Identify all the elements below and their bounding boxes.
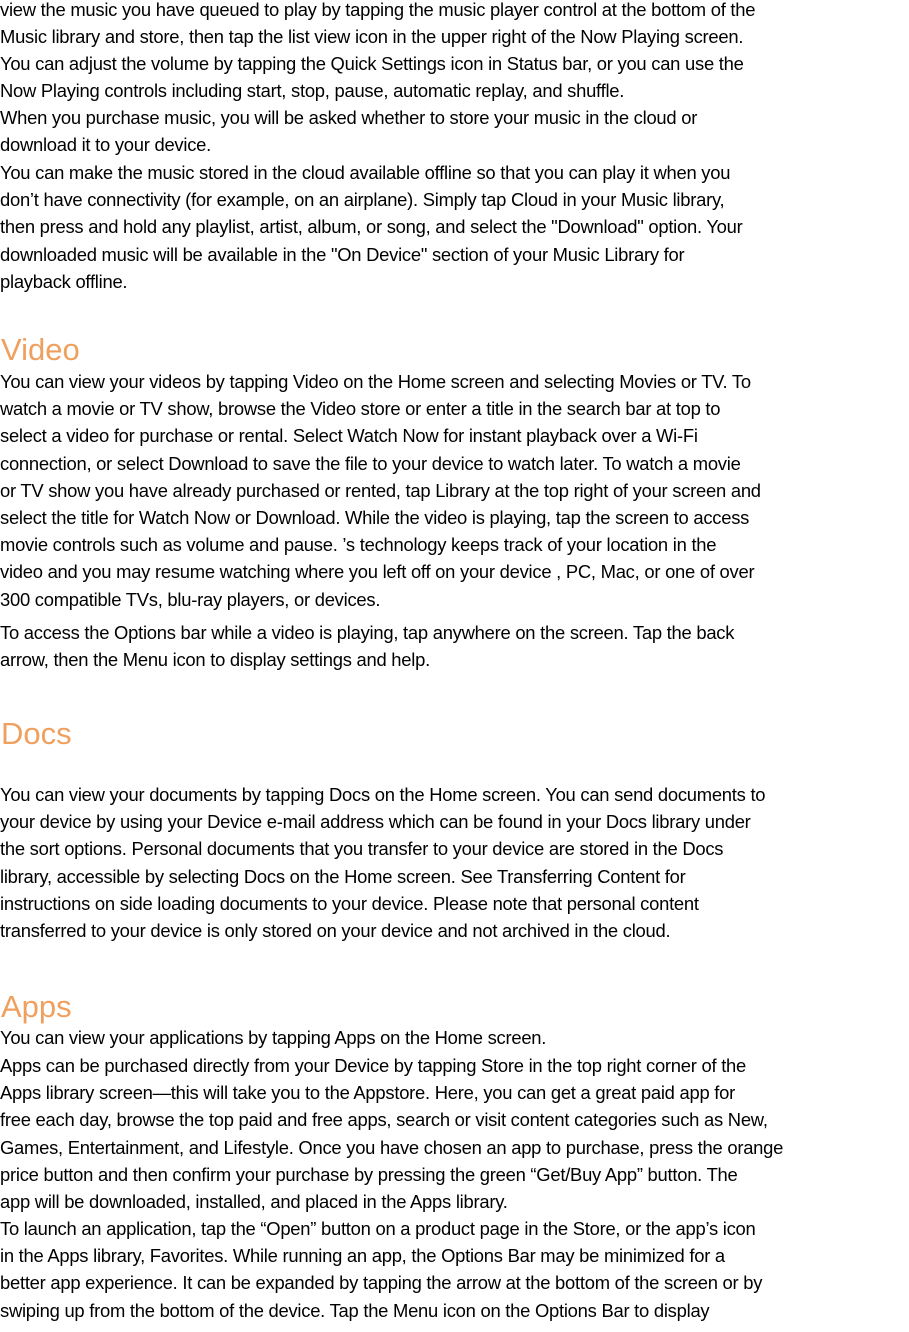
music-paragraph-queue: view the music you have queued to play by tapping the music player control at the bottom of the Music library and store, then tap the list view icon in the upper right of the Now Playing screen. [0,0,756,48]
video-paragraph-viewing: You can view your videos by tapping Video on the Home screen and selecting Movies or TV. To watch a movie or TV show, browse the Video store or enter a title in the search bar at top to select a video for purchase or rental. Select Watch Now for instant playback over a Wi-Fi connection, or select Download to save the file to your device to watch later. To watch a movie or TV show you have already purchased or rented, tap Library at the top right of your screen and select the title for Watch Now or Download. While the video is playing, tap the screen to access movie controls such as volume and pause. ’s technology keeps track of your location in the video and you may resume watching where you left off on your device , PC, Mac, or one of over 300 compatible TVs, blu-ray players, or devices. [0,371,761,610]
apps-heading: Apps [1,989,72,1024]
apps-paragraph-purchase: Apps can be purchased directly from your Device by tapping Store in the top right corner of the Apps library screen—this will take you to the Appstore. Here, you can get a great paid app for free each day, browse the top paid and free apps, search or visit content categories such as New, Games, Entertainment, and Lifestyle. Once you have chosen an app to purchase, press the orange price button and then confirm your purchase by pressing the green “Get/Buy App” button. The app will be downloaded, installed, and placed in the Apps library. [0,1055,784,1213]
music-paragraph-offline: You can make the music stored in the cloud available offline so that you can play it when you don’t have connectivity (for example, on an airplane). Simply tap Cloud in your Music library, then press and hold any playlist, artist, album, or song, and select the "Download" option. Your downloaded music will be available in the "On Device" section of your Music Library for playback offline. [0,162,743,292]
docs-paragraph: You can view your documents by tapping Docs on the Home screen. You can send documents to your device by using your Device e-mail address which can be found in your Docs library under the sort options. Personal documents that you transfer to your device are stored in the Docs library, accessible by selecting Docs on the Home screen. See Transferring Content for instructions on side loading documents to your device. Please note that personal content transferred to your device is only stored on your device and not archived in the cloud. [0,784,766,942]
video-paragraph-options: To access the Options bar while a video is playing, tap anywhere on the screen. Tap the back arrow, then the Menu icon to display settings and help. [0,622,735,671]
apps-paragraph-viewing: You can view your applications by tapping Apps on the Home screen. [0,1027,547,1048]
music-paragraph-purchase: When you purchase music, you will be asked whether to store your music in the cloud or download it to your device. [0,107,698,156]
video-heading: Video [1,332,80,367]
docs-heading: Docs [1,716,72,751]
apps-paragraph-launch: To launch an application, tap the “Open” button on a product page in the Store, or the app’s icon in the Apps library, Favorites. While running an app, the Options Bar may be minimized for a better app experience. It can be expanded by tapping the arrow at the bottom of the screen or by swiping up from the bottom of the device. Tap the Menu icon on the Options Bar to display [0,1218,763,1321]
music-paragraph-volume: You can adjust the volume by tapping the Quick Settings icon in Status bar, or you can use the Now Playing controls including start, stop, pause, automatic replay, and shuffle. [0,53,744,102]
